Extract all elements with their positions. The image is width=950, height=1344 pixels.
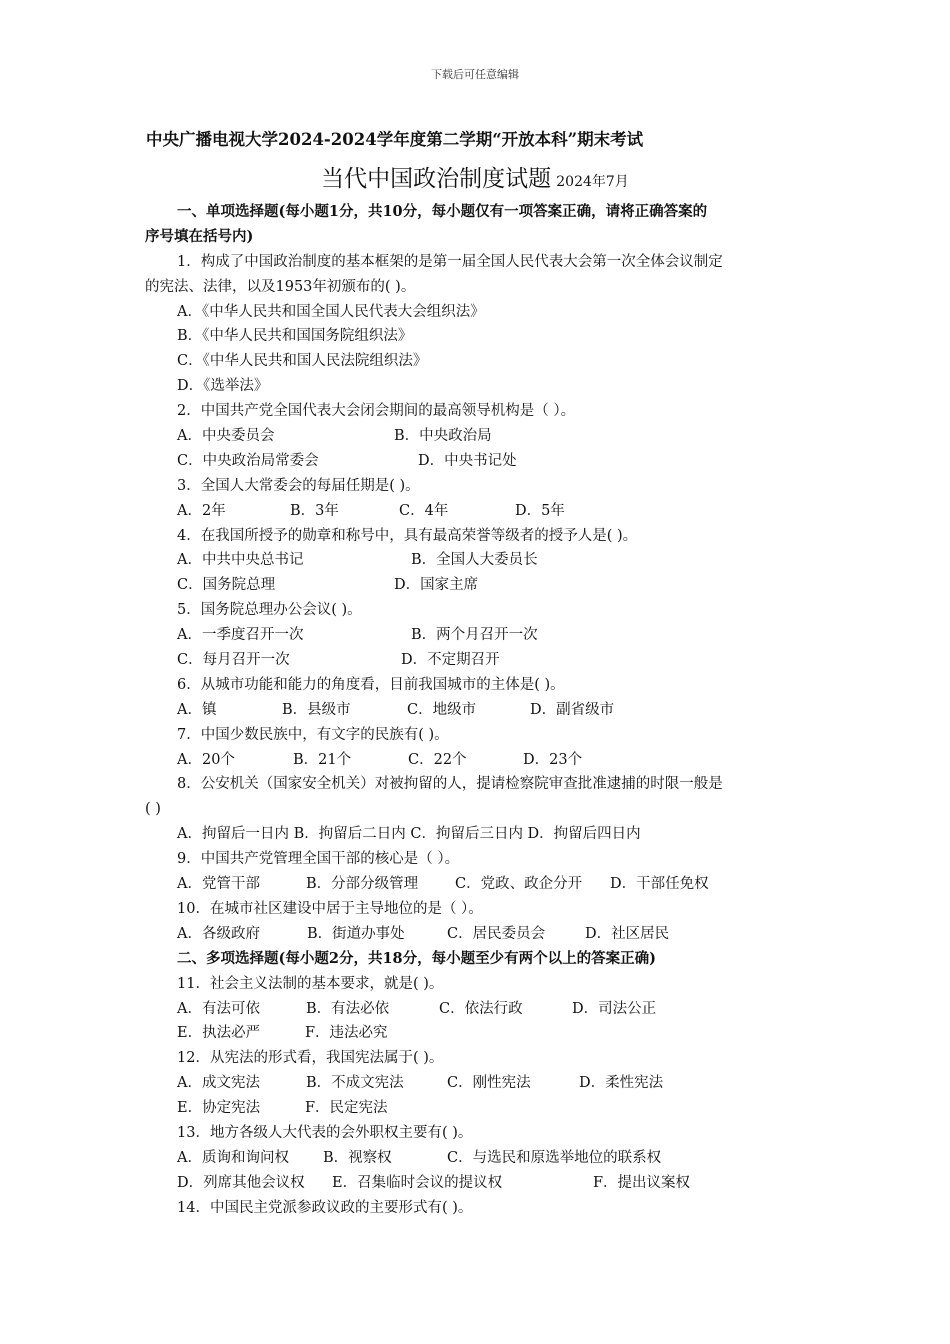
option: B．不成文宪法 (306, 1075, 404, 1092)
option: D．司法公正 (572, 1000, 657, 1017)
option: B．有法必依 (306, 1000, 390, 1017)
option: D．不定期召开 (401, 652, 500, 669)
option-row (145, 424, 810, 449)
option-row (145, 922, 810, 947)
option: A．质询和询问权 (177, 1149, 289, 1166)
option: A．《中华人民共和国全国人民代表大会组织法》 (177, 303, 485, 320)
option: F．民定宪法 (305, 1100, 388, 1117)
option: A．党管干部 (177, 876, 260, 893)
option: D．社区居民 (585, 925, 670, 942)
question-text: 11．社会主义法制的基本要求，就是( )。 (177, 975, 444, 992)
option: A．2年 (177, 502, 226, 519)
question-text: 3．全国人大常委会的每届任期是( )。 (177, 477, 420, 494)
exam-date: 2024年7月 (556, 174, 629, 190)
option: E．召集临时会议的提议权 (332, 1174, 503, 1191)
option: C．每月召开一次 (177, 652, 290, 669)
option: B．全国人大委员长 (411, 552, 538, 569)
option: D．干部任免权 (610, 876, 709, 893)
option: D．23个 (523, 751, 583, 768)
option: C．22个 (408, 751, 467, 768)
question-text: 7．中国少数民族中，有文字的民族有( )。 (177, 726, 449, 743)
option: D．列席其他会议权 (177, 1174, 305, 1191)
question-text: 12．从宪法的形式看，我国宪法属于( )。 (177, 1050, 444, 1067)
exam-title: 中央广播电视大学2024-2024学年度第二学期“开放本科”期末考试 (146, 130, 644, 149)
option: E．执法必严 (177, 1025, 261, 1042)
option: C．中央政治局常委会 (177, 452, 319, 469)
option-row (145, 573, 810, 598)
option: B．中央政治局 (394, 428, 492, 445)
option-row (145, 698, 810, 723)
option: B．两个月召开一次 (411, 627, 538, 644)
option-row (145, 1171, 810, 1196)
option-row (145, 648, 810, 673)
option-row (145, 997, 810, 1022)
option: E．协定宪法 (177, 1100, 261, 1117)
question-body (145, 200, 810, 1221)
question-text: 8．公安机关（国家安全机关）对被拘留的人，提请检察院审查批准逮捕的时限一般是 (177, 776, 723, 793)
question-text: 2．中国共产党全国代表大会闭会期间的最高领导机构是（ ）。 (177, 403, 576, 420)
option: A．镇 (177, 701, 217, 718)
option: C．4年 (399, 502, 449, 519)
option: C．国务院总理 (177, 577, 276, 594)
option: D．中央书记处 (418, 452, 517, 469)
question-text-cont: 的宪法、法律，以及1953年初颁布的( )。 (145, 278, 416, 295)
option: D．柔性宪法 (579, 1075, 664, 1092)
option-row: A．拘留后一日内 B．拘留后二日内 C．拘留后三日内 D．拘留后四日内 (177, 826, 641, 843)
option-row (145, 872, 810, 897)
question-text: 13．地方各级人大代表的会外职权主要有( )。 (177, 1124, 473, 1141)
option: C．《中华人民共和国人民法院组织法》 (177, 353, 428, 370)
question-text-cont: ( ) (145, 801, 161, 818)
option: A．中共中央总书记 (177, 552, 304, 569)
subject-title: 当代中国政治制度试题 (321, 166, 552, 192)
option-row (145, 449, 810, 474)
option: B．视察权 (323, 1149, 392, 1166)
option: C．居民委员会 (447, 925, 546, 942)
section-heading-cont: 序号填在括号内) (145, 227, 254, 245)
option: C．与选民和原选举地位的联系权 (447, 1149, 662, 1166)
option: A．一季度召开一次 (177, 627, 304, 644)
option-row (145, 499, 810, 524)
option: B．《中华人民共和国国务院组织法》 (177, 328, 413, 345)
option: F．违法必究 (305, 1025, 388, 1042)
option: B．街道办事处 (307, 925, 405, 942)
option: A．中央委员会 (177, 428, 275, 445)
option: C．刚性宪法 (447, 1075, 531, 1092)
option-row (145, 1096, 810, 1121)
option: A．各级政府 (177, 925, 260, 942)
option: C．地级市 (407, 701, 477, 718)
question-text: 5．国务院总理办公会议( )。 (177, 602, 362, 619)
option-row (145, 1071, 810, 1096)
option: B．县级市 (282, 701, 351, 718)
option: C．依法行政 (439, 1000, 523, 1017)
question-text: 4．在我国所授予的勋章和称号中，具有最高荣誉等级者的授予人是( )。 (177, 527, 638, 544)
option: A．成文宪法 (177, 1075, 260, 1092)
option-row (145, 623, 810, 648)
question-text: 6．从城市功能和能力的角度看，目前我国城市的主体是( )。 (177, 676, 565, 693)
option: B．3年 (290, 502, 339, 519)
option-row (145, 1146, 810, 1171)
option-row (145, 548, 810, 573)
option: D．《选举法》 (177, 378, 269, 395)
option: D．5年 (515, 502, 565, 519)
option: A．有法可依 (177, 1000, 260, 1017)
option-row (145, 1021, 810, 1046)
option: C．党政、政企分开 (455, 876, 583, 893)
option: D．国家主席 (394, 577, 479, 594)
question-text: 1．构成了中国政治制度的基本框架的是第一届全国人民代表大会第一次全体会议制定 (177, 253, 723, 270)
question-text: 9．中国共产党管理全国干部的核心是（ ）。 (177, 851, 460, 868)
question-text: 10．在城市社区建设中居于主导地位的是（ ）。 (177, 900, 483, 917)
option: B．21个 (293, 751, 352, 768)
question-text: 14．中国民主党派参政议政的主要形式有( )。 (177, 1199, 473, 1216)
subject-line (0, 160, 950, 193)
option: F．提出议案权 (593, 1174, 691, 1191)
option: A．20个 (177, 751, 235, 768)
section-heading: 一、单项选择题(每小题1分，共10分，每小题仅有一项答案正确，请将正确答案的 (177, 203, 708, 220)
option: D．副省级市 (530, 701, 615, 718)
section-heading: 二、多项选择题(每小题2分，共18分，每小题至少有两个以上的答案正确) (177, 949, 656, 967)
option: B．分部分级管理 (306, 876, 419, 893)
option-row (145, 748, 810, 773)
header-note: 下载后可任意编辑 (431, 68, 519, 81)
